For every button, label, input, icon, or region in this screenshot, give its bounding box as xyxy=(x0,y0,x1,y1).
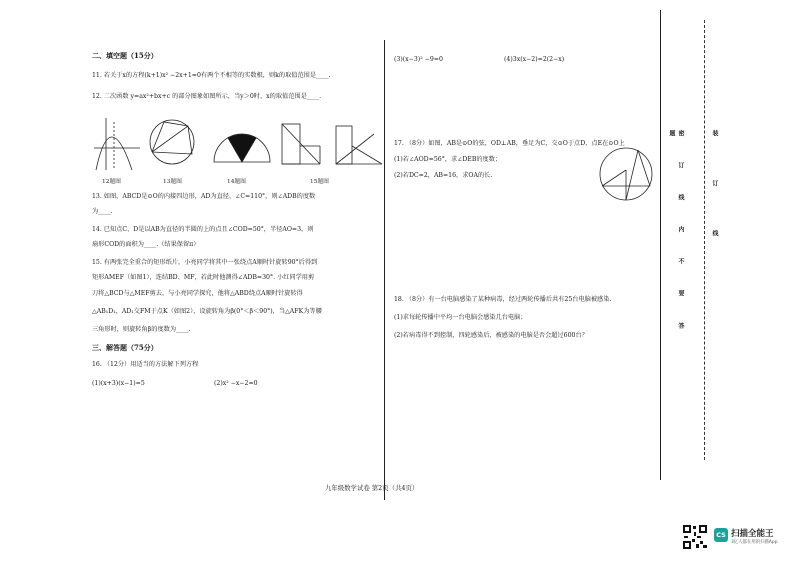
question-15-line1: 15. 有两张完全重合的矩形纸片，小亮同学将其中一张绕点A顺时针旋转90°后得到 xyxy=(92,259,318,266)
question-12: 12. 二次函数 y=ax²+bx+c 的部分图象如图所示，当y＞0时，x的取值范围是____. xyxy=(92,93,322,100)
caption-12: 12题图 xyxy=(102,179,121,185)
column-divider xyxy=(384,40,385,500)
caption-15: 15题图 xyxy=(310,179,329,185)
question-15-line5: 三角形时，则旋转角β的度数为____. xyxy=(92,326,191,333)
question-13-line2: 为____. xyxy=(92,208,113,215)
question-16-part4: (4)3x(x−2)=2(2−x) xyxy=(504,56,565,63)
figure-13-circle xyxy=(150,120,194,164)
question-16-part3: (3)(x−3)² −9=0 xyxy=(394,56,443,63)
figures-row xyxy=(92,112,392,174)
caption-14: 14题图 xyxy=(227,179,246,185)
binding-text-col2: 装 订 线 xyxy=(711,130,718,238)
question-11: 11. 若关于x的方程(k+1)x² −2x+1=0有两个不相等的实数根，则k的取值范围是____. xyxy=(92,72,331,79)
camscanner-title: 扫描全能王 xyxy=(731,529,774,539)
camscanner-logo-icon: CS xyxy=(714,528,728,542)
figure-15-rectangles xyxy=(282,124,382,164)
qr-code-icon xyxy=(682,524,708,550)
question-16-part1: (1)(x+3)(x−1)=5 xyxy=(92,380,145,387)
question-16-part2: (2)x² −x−2=0 xyxy=(214,380,258,387)
figure-14-semicircle xyxy=(214,134,270,162)
section-2-heading: 二、填空题（15分） xyxy=(92,51,158,60)
question-17-part1: (1)若∠AOD=56°，求∠DEB的度数； xyxy=(394,156,502,163)
binding-solid-line xyxy=(660,10,661,480)
question-18-part2: (2)若病毒得不到控制，四轮感染后，被感染的电脑是否会超过600台？ xyxy=(394,332,588,339)
figure-17-circle xyxy=(592,140,662,210)
question-15-line3: 刀将△BCD与△MEF剪去，与小亮同学探究，他将△ABD绕点A顺时针旋转得 xyxy=(92,290,303,297)
question-18-part1: (1)求每轮传播中平均一台电脑会感染几台电脑； xyxy=(394,314,527,321)
question-15-line4: △AB₁D₁，AD₁交FM于点K（如图2），设旋转角为β(0°＜β＜90°)，当△AFK为等腰 xyxy=(92,308,322,315)
binding-text-col1: 密 订 线 内 不 要 答 题 xyxy=(668,130,684,330)
question-15-line2: 矩形AMEF（如图1），连结BD、MF，若此时他测得∠ADB=30°. 小红同学用剪 xyxy=(92,274,315,281)
question-18-line1: 18. （8分）有一台电脑感染了某种病毒，经过两轮传播后共有25台电脑被感染. xyxy=(394,296,612,303)
figure-12-parabola xyxy=(94,118,140,170)
question-14-line2: 扇形COD的面积为____.（结果保留π） xyxy=(92,241,200,248)
section-3-heading: 三、解答题（75分） xyxy=(92,343,158,352)
question-17-line1: 17. （8分）如图，AB是⊙O的弦，OD⊥AB，垂足为C，交⊙O于点D，点E在⊙O上 xyxy=(394,140,625,147)
question-17-part2: (2)若DC=2，AB=16，求OA的长. xyxy=(394,172,493,179)
page-footer: 九年级数学试卷 第2页（共4页） xyxy=(325,484,419,492)
question-13-line1: 13. 如图，ABCD是⊙O的内接四边形，AD为直径，∠C=110°，则∠ADB的度数 xyxy=(92,193,316,200)
camscanner-subtitle: 3亿人都在用的扫描App xyxy=(731,540,778,545)
question-16: 16. （12分）用适当的方法解下列方程 xyxy=(92,361,199,368)
binding-dashed-line xyxy=(704,20,705,460)
question-14-line1: 14. 已知点C、D是以AB为直径的半圆的上的点且∠COD=50°，半径AO=3，则 xyxy=(92,226,314,233)
caption-13: 13题图 xyxy=(163,179,182,185)
